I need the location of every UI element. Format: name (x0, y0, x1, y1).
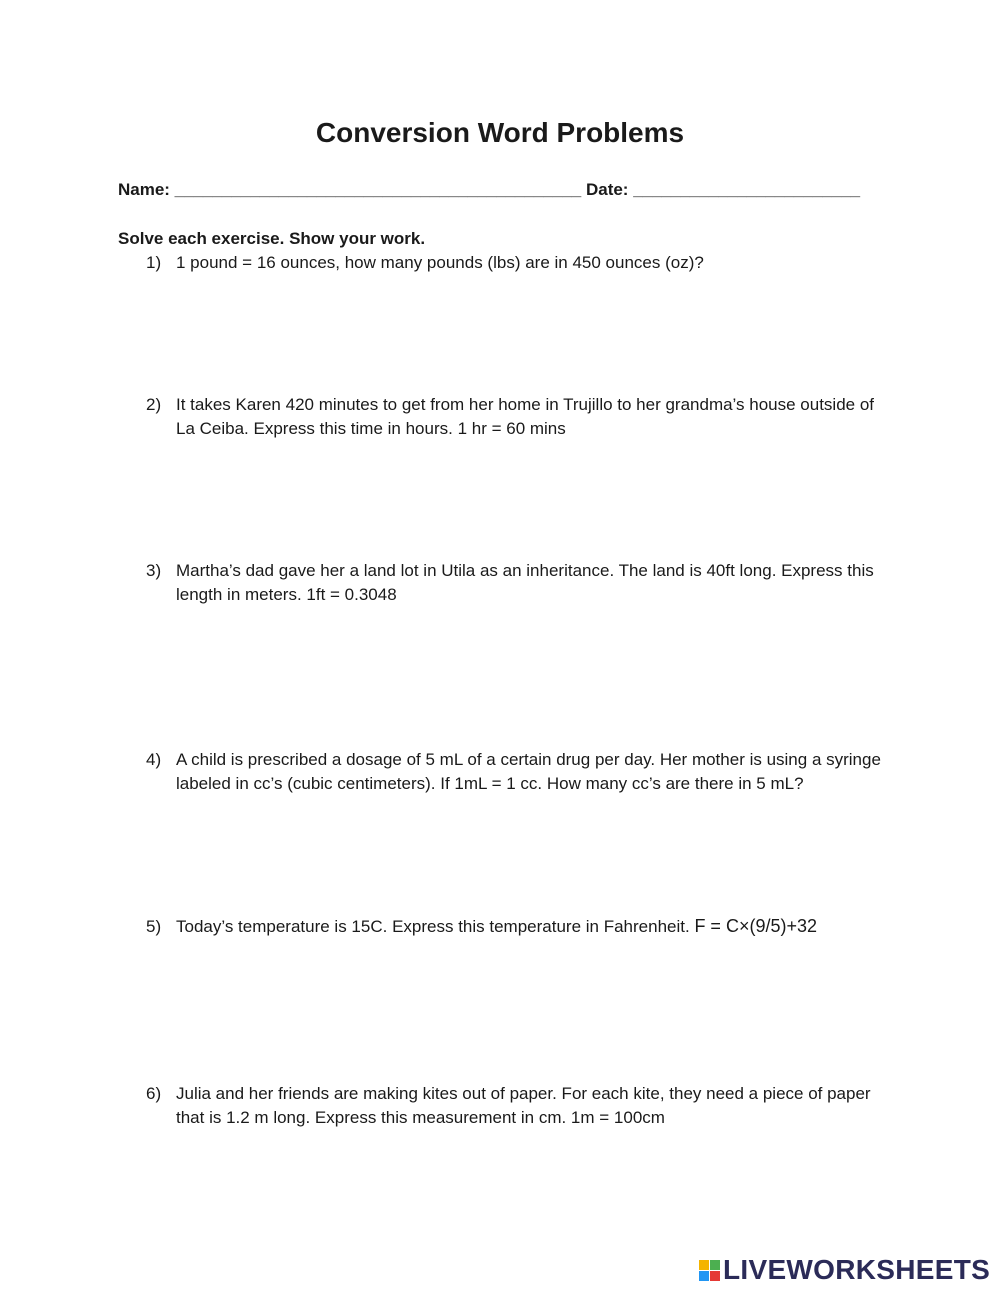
problem-text-wrap (176, 915, 886, 939)
logo-square-icon (699, 1271, 709, 1281)
logo-square-icon (710, 1271, 720, 1281)
problem-2 (146, 393, 886, 440)
page-title: Conversion Word Problems (315, 117, 685, 148)
instructions: Solve each exercise. Show your work. (118, 229, 426, 248)
problem-text: 1 pound = 16 ounces, how many pounds (lbs) are in 450 ounces (oz)? (176, 253, 704, 272)
problem-number: 1) (146, 253, 162, 272)
problem-text: Julia and her friends are making kites out of paper. For each kite, they need a piece of paper that is 1.2 m long. Express this measurement in cm. 1m = 100cm (176, 1084, 871, 1127)
problem-text: Today’s temperature is 15C. Express this temperature in Fahrenheit. (176, 917, 695, 936)
name-date-line: Name: ___________________________________________ Date: ________________________ (118, 180, 861, 199)
temperature-formula: F = C×(9/5)+32 (694, 916, 818, 936)
problem-number: 3) (146, 561, 162, 580)
problem-4 (146, 748, 886, 795)
problem-5 (146, 915, 886, 939)
problem-number: 4) (146, 750, 162, 769)
problem-1 (146, 251, 886, 275)
problem-text: A child is prescribed a dosage of 5 mL of a certain drug per day. Her mother is using a syringe labeled in cc’s (cubic centimeters). If 1mL = 1 cc. How many cc’s are there in 5 mL? (176, 750, 881, 793)
logo-square-icon (699, 1260, 709, 1270)
problem-text: It takes Karen 420 minutes to get from her home in Trujillo to her grandma’s house outside of La Ceiba. Express this time in hours. 1 hr = 60 mins (176, 395, 875, 438)
logo-square-icon (710, 1260, 720, 1270)
problem-number: 5) (146, 917, 162, 936)
problem-6 (146, 1082, 886, 1129)
logo-text: LIVEWORKSHEETS (723, 1254, 991, 1285)
problem-number: 2) (146, 395, 162, 414)
problem-3 (146, 559, 886, 606)
problem-number: 6) (146, 1084, 162, 1103)
liveworksheets-logo (699, 1254, 990, 1286)
problem-text: Martha’s dad gave her a land lot in Utila as an inheritance. The land is 40ft long. Express this length in meters. 1ft = 0.3048 (176, 561, 874, 604)
logo-icon (699, 1260, 720, 1281)
